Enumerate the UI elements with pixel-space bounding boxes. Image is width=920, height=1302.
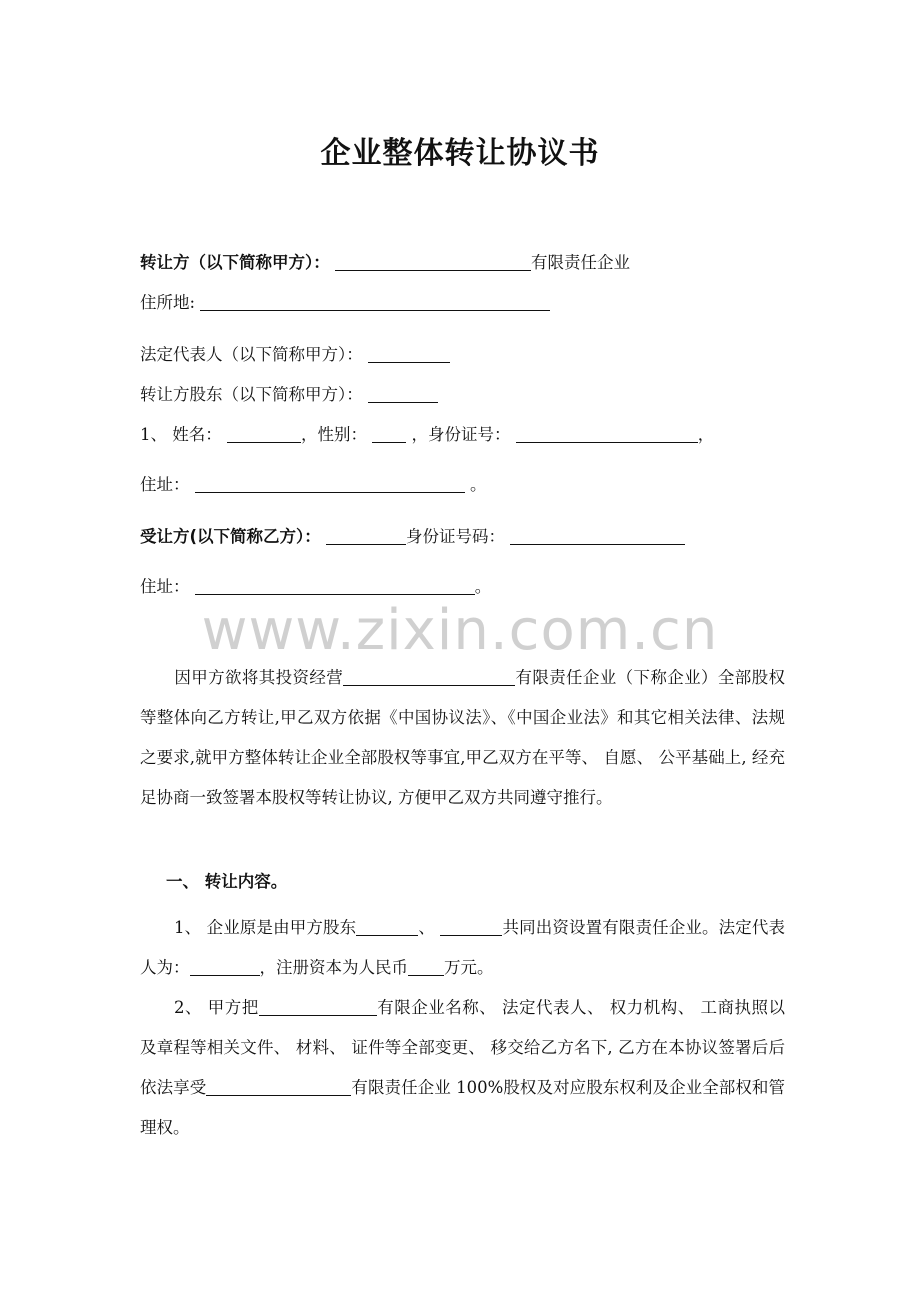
id-label: ，身份证号：	[411, 425, 511, 444]
address-label: 住址：	[140, 475, 190, 494]
comma: ，	[697, 425, 715, 444]
address2-line	[140, 573, 491, 597]
gender-label: ，性别：	[301, 425, 367, 444]
address2-label: 住址：	[140, 577, 190, 596]
clause-2	[140, 988, 785, 1148]
transferee-name-blank[interactable]	[326, 526, 406, 545]
address-period: 。	[470, 475, 487, 494]
transferor-suffix: 有限责任企业	[531, 253, 630, 272]
shareholder-line	[140, 381, 438, 405]
transferor-label: 转让方（以下简称甲方）：	[140, 253, 330, 272]
clause2-text-2: 有限企业名称、 法定代表人、 权力机构、 工商执照以及章程等相关文件、 材料、 证件等全部变更、 移交给乙方名下, 乙方在本协议签署后后依法享受	[140, 998, 785, 1097]
address2-blank[interactable]	[195, 576, 475, 595]
name-blank[interactable]	[227, 424, 301, 443]
address-blank[interactable]	[195, 474, 465, 493]
residence-label: 住所地:	[140, 293, 196, 312]
enterprise-name-blank[interactable]	[343, 667, 515, 686]
address-line	[140, 471, 487, 495]
clause1-text-4: ，注册资本为人民币	[259, 958, 408, 977]
transferor-line	[140, 249, 630, 273]
document-title: 企业整体转让协议书	[320, 136, 600, 171]
shareholder2-blank[interactable]	[440, 917, 502, 936]
capital-blank[interactable]	[408, 957, 444, 976]
clause-1	[140, 908, 785, 988]
clause1-text-3: 共同出资设置有限责任企业。法定代表人为：	[140, 918, 785, 977]
clause1-text-5: 万元。	[444, 958, 494, 977]
legal-rep2-blank[interactable]	[190, 957, 260, 976]
shareholder1-blank[interactable]	[356, 917, 418, 936]
item1-prefix: 1、 姓名：	[140, 425, 222, 444]
target-company-blank[interactable]	[206, 1077, 351, 1096]
id-number-blank[interactable]	[516, 424, 698, 443]
address2-period: 。	[474, 577, 492, 596]
id-code-label: 身份证号码：	[406, 527, 506, 546]
legal-rep-line	[140, 341, 450, 365]
shareholder-label: 转让方股东（以下简称甲方）：	[140, 385, 363, 404]
section1-heading: 一、 转让内容。	[166, 872, 288, 891]
gender-blank[interactable]	[372, 424, 406, 443]
clause2-text-3: 有限责任企业 100%股权及对应股东权利及企业全部权和管理权。	[140, 1078, 786, 1137]
clause2-text-1: 2、 甲方把	[174, 998, 259, 1017]
intro-text-2: 有限责任企业（下称企业）全部股权等整体向乙方转让,甲乙双方依据《中国协议法》、《中国企业法》和其它相关法律、法规之要求,就甲方整体转让企业全部股权等事宜,甲乙双方在平等、 自愿、 公平基础上, 经充足协商一致签署本股权等转让协议, 方便甲乙双方共同遵守推行。	[140, 668, 786, 807]
intro-paragraph	[140, 658, 785, 818]
transferee-label: 受让方(以下简称乙方）：	[140, 527, 321, 546]
shareholder-blank[interactable]	[368, 384, 438, 403]
transferor-name-blank[interactable]	[335, 252, 531, 271]
transferee-line	[140, 523, 685, 547]
legal-rep-label: 法定代表人（以下简称甲方）：	[140, 345, 363, 364]
clause1-text-2: 、	[418, 918, 435, 937]
transferee-id-blank[interactable]	[510, 526, 685, 545]
watermark: www.zixin.com.cn	[201, 598, 719, 663]
residence-blank[interactable]	[200, 292, 550, 311]
intro-text-1: 因甲方欲将其投资经营	[174, 668, 344, 687]
company-blank[interactable]	[259, 997, 377, 1016]
shareholder-info-line	[140, 421, 714, 445]
residence-line	[140, 289, 550, 313]
clause1-text-1: 1、 企业原是由甲方股东	[174, 918, 357, 937]
legal-rep-blank[interactable]	[368, 344, 450, 363]
